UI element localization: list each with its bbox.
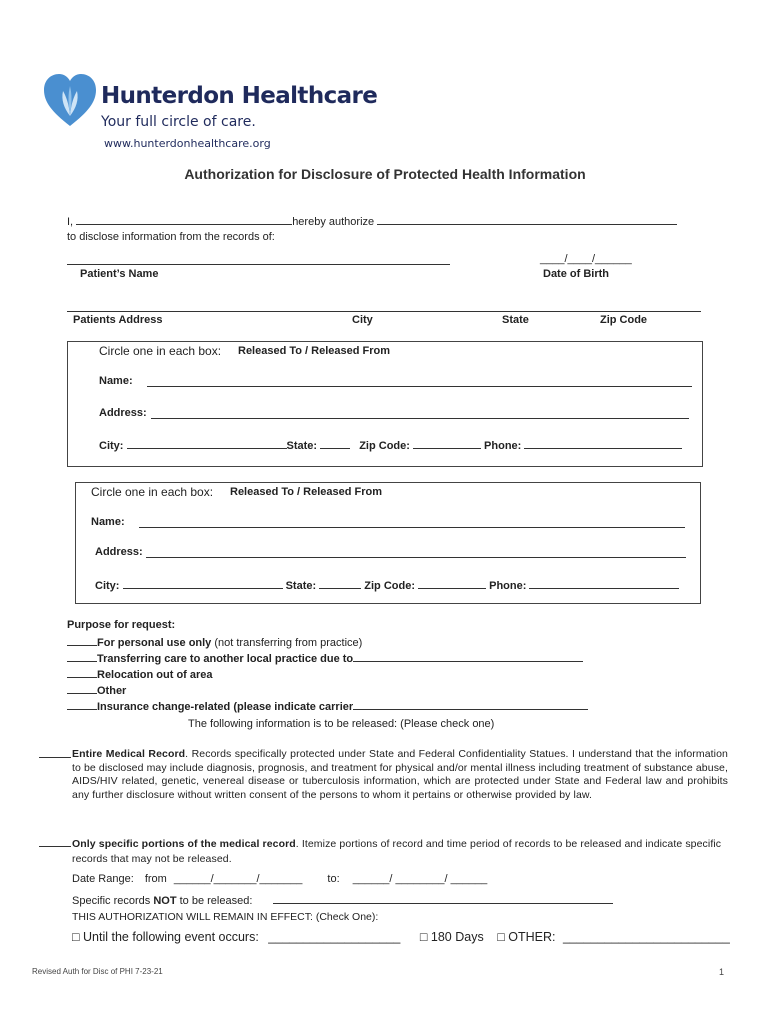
purpose-item [67,651,583,665]
carrier-field[interactable] [353,699,588,710]
purpose-item [67,699,588,713]
box1-zip-label: Zip Code: [359,440,410,452]
patient-zip-label: Zip Code [600,314,648,326]
entire-record-text: . Records specifically protected under State and Federal Confidentiality Statues. I understand that the information to be disclosed may include diagnosis, prognosis, and treatment for physical and/or mental illness including treatment of substance abuse, AIDS/HIV related, genetic, venereal disease or tuberculosis information, which are protected under State and Federal law and prohibits any further disclosure without written consent of the persons to whom it pertains or otherwise provided by law. [72,748,728,801]
logo-url: www.hunterdonhealthcare.org [104,137,271,150]
patient-city-label: City [352,314,373,326]
purpose-check-field[interactable] [67,667,97,678]
box2-phone-label: Phone: [489,580,527,592]
not-released-field[interactable] [273,893,613,904]
patient-name-label: Patient’s Name [80,268,159,280]
purpose-item [67,683,126,697]
180-days-checkbox[interactable]: □ 180 Days [419,930,484,944]
authorize-label: hereby authorize [292,216,375,228]
box2-city-field[interactable] [123,578,283,589]
box1-zip-field[interactable] [413,438,481,449]
box1-phone-label: Phone: [484,440,522,452]
purpose-label: Transferring care to another local practice due to [97,653,354,665]
patient-address-field[interactable] [67,311,701,312]
entire-record-label: Entire Medical Record [72,748,186,760]
purpose-heading: Purpose for request: [67,619,176,631]
box1-circle-label: Circle one in each box: [99,344,222,358]
purpose-label: For personal use only [97,637,212,649]
dob-field[interactable]: ____/____/______ [540,253,632,265]
specific-paragraph [72,837,732,867]
release-note: The following information is to be released: (Please check one) [188,718,495,730]
box1-release-options[interactable]: Released To / Released From [238,345,391,357]
box2-address-field[interactable] [146,557,686,558]
specific-text: . Itemize portions of record and time period of records to be released and indicate specific records that may not be released. [72,838,722,865]
logo-name: Hunterdon Healthcare [101,83,378,109]
authorized-party-field[interactable] [377,214,677,225]
box2-address-label: Address: [95,546,143,558]
box1-city-field[interactable] [127,438,287,449]
until-event-checkbox[interactable]: □ Until the following event occurs: [72,930,259,944]
logo [44,74,378,154]
not-released-label-bold: NOT [153,895,177,907]
box2-zip-label: Zip Code: [364,580,415,592]
heart-logo-icon [44,74,96,128]
box2-city-row [95,578,679,592]
not-released-label-post: to be released: [176,895,253,907]
purpose-check-field[interactable] [67,699,97,710]
box1-city-label: City: [99,440,124,452]
box2-city-label: City: [95,580,120,592]
purpose-label: Other [97,685,127,697]
intro-line [67,214,677,228]
box1-state-field[interactable] [320,438,350,449]
specific-check-field[interactable] [39,846,71,847]
disclose-text: to disclose information from the records of: [67,231,275,243]
purpose-note: (not transferring from practice) [211,637,363,649]
page-number: 1 [719,967,725,977]
box1-city-row [99,438,682,452]
box1-address-label: Address: [99,407,147,419]
to-label: to: [327,873,340,885]
specific-label: Only specific portions of the medical record [72,838,296,850]
patient-address-label: Patients Address [73,314,163,326]
box2-state-field[interactable] [319,578,361,589]
purpose-item [67,635,362,649]
effect-label: THIS AUTHORIZATION WILL REMAIN IN EFFECT: (Check One): [72,911,379,923]
purpose-check-field[interactable] [67,683,97,694]
to-date-field[interactable]: ______/ ________/ ______ [352,873,488,885]
not-released-label-pre: Specific records [72,895,154,907]
box2-zip-field[interactable] [418,578,486,589]
date-range-label: Date Range: [72,873,134,885]
entire-record-check-field[interactable] [39,757,71,758]
page-title: Authorization for Disclosure of Protected Health Information [184,166,586,182]
effect-options-row [72,930,730,944]
box1-phone-field[interactable] [524,438,682,449]
purpose-check-field[interactable] [67,635,97,646]
purpose-check-field[interactable] [67,651,97,662]
dob-label: Date of Birth [543,268,609,280]
box1-state-label: State: [286,440,318,452]
purpose-detail-field[interactable] [353,651,583,662]
not-released-row [72,893,613,907]
from-date-field[interactable]: ______/_______/_______ [173,873,303,885]
purpose-item [67,667,213,681]
box2-name-field[interactable] [139,527,685,528]
box1-address-field[interactable] [151,418,689,419]
box2-phone-field[interactable] [529,578,679,589]
patient-name-field[interactable] [67,264,450,265]
from-label: from [144,873,167,885]
date-range-row [72,873,487,885]
patient-state-label: State [502,314,529,326]
footer-revision: Revised Auth for Disc of PHI 7-23-21 [32,967,163,976]
box2-name-label: Name: [91,516,125,528]
other-checkbox[interactable]: □ OTHER: [497,930,556,944]
box2-release-options[interactable]: Released To / Released From [230,486,383,498]
other-field[interactable]: ________________________ [562,930,730,944]
box2-state-label: State: [285,580,317,592]
purpose-label: Insurance change-related (please indicate carrier [97,701,354,713]
box2-circle-label: Circle one in each box: [91,485,214,499]
i-label: I, [67,216,74,228]
until-event-field[interactable]: ___________________ [268,930,401,944]
logo-tagline: Your full circle of care. [101,114,256,130]
requester-name-field[interactable] [76,214,292,225]
purpose-label: Relocation out of area [97,669,213,681]
box1-name-field[interactable] [147,386,692,387]
box1-name-label: Name: [99,375,133,387]
entire-record-paragraph [72,748,728,802]
